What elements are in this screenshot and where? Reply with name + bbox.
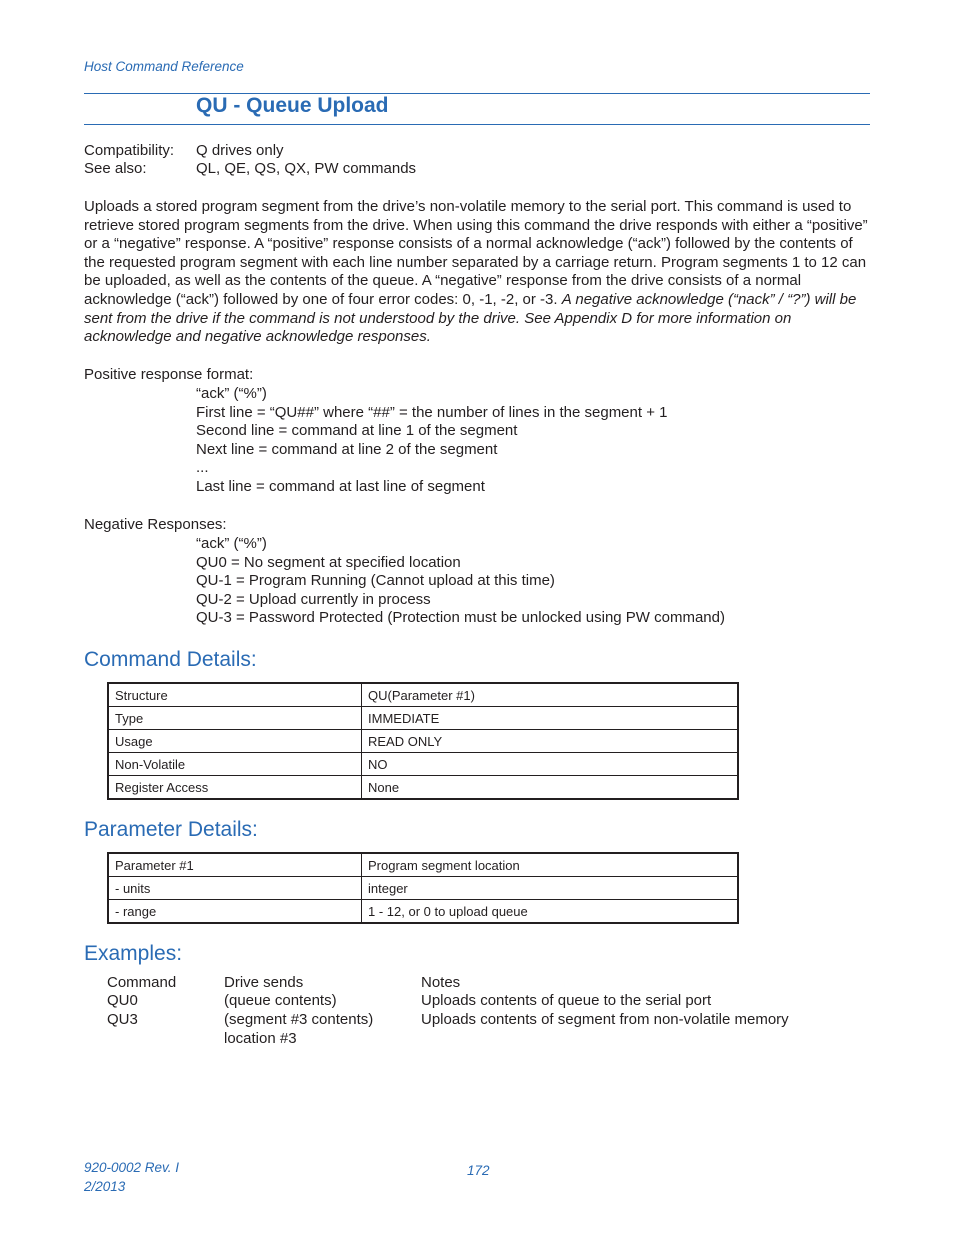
description-paragraph: [84, 198, 874, 347]
table-cell: QU(Parameter #1): [362, 683, 739, 707]
example-command: QU0: [107, 992, 138, 1009]
example-drive-sends: (segment #3 contents): [224, 1011, 374, 1028]
positive-line: ...: [196, 459, 209, 477]
description-italic-text: A negative acknowledge (“nack” / “?”) will be sent from the drive if the command is not understood by the drive. See Appendix D for more information on acknowledge and negative acknowledge responses.: [84, 290, 857, 346]
table-row: [108, 730, 738, 753]
negative-line: QU-1 = Program Running (Cannot upload at this time): [196, 572, 555, 590]
table-cell: - range: [108, 900, 362, 924]
footer-doc-number: 920-0002 Rev. I: [84, 1160, 180, 1175]
examples-header-command: Command: [107, 974, 177, 991]
negative-line: QU0 = No segment at specified location: [196, 553, 461, 571]
compatibility-row: [84, 142, 284, 159]
positive-line: “ack” (“%”): [196, 385, 267, 402]
example-command: QU3: [107, 1011, 138, 1028]
table-cell: - units: [108, 877, 362, 900]
compatibility-label: Compatibility:: [84, 142, 175, 159]
table-cell: integer: [362, 877, 739, 900]
example-drive-sends: (queue contents): [224, 992, 337, 1009]
positive-response-list: [196, 385, 667, 497]
example-drive-sends-continuation: location #3: [224, 1030, 297, 1047]
table-cell: NO: [362, 753, 739, 776]
examples-heading: Examples:: [84, 942, 183, 965]
examples-header-notes: Notes: [421, 974, 461, 991]
table-row: [108, 683, 738, 707]
table-row: [108, 707, 738, 730]
page-title: QU - Queue Upload: [196, 94, 389, 117]
positive-line: Last line = command at last line of segment: [196, 477, 485, 495]
parameter-details-table: [107, 852, 739, 924]
table-row: [108, 877, 738, 900]
table-cell: Type: [108, 707, 362, 730]
table-row: [108, 900, 738, 924]
positive-line: Next line = command at line 2 of the segment: [196, 440, 498, 458]
footer-date: 2/2013: [84, 1179, 126, 1194]
command-details-table: [107, 682, 739, 800]
example-notes: Uploads contents of queue to the serial port: [421, 992, 712, 1009]
compatibility-value: Q drives only: [196, 142, 284, 159]
header-rule-bottom: [84, 124, 870, 125]
example-notes: Uploads contents of segment from non-volatile memory: [421, 1011, 789, 1028]
footer-doc-info: [84, 1158, 179, 1196]
see-also-label: See also:: [84, 160, 147, 177]
table-cell: IMMEDIATE: [362, 707, 739, 730]
table-cell: Parameter #1: [108, 853, 362, 877]
table-cell: READ ONLY: [362, 730, 739, 753]
negative-response-label: Negative Responses:: [84, 516, 227, 533]
table-cell: Program segment location: [362, 853, 739, 877]
see-also-value: QL, QE, QS, QX, PW commands: [196, 160, 417, 177]
negative-line: “ack” (“%”): [196, 535, 267, 552]
command-details-heading: Command Details:: [84, 648, 257, 671]
page-number: 172: [467, 1163, 490, 1178]
table-cell: None: [362, 776, 739, 800]
negative-response-list: [196, 535, 725, 628]
positive-response-label: Positive response format:: [84, 366, 254, 383]
positive-line: Second line = command at line 1 of the segment: [196, 422, 518, 440]
negative-line: QU-3 = Password Protected (Protection must be unlocked using PW command): [196, 609, 725, 627]
table-cell: Usage: [108, 730, 362, 753]
running-head: Host Command Reference: [84, 59, 244, 74]
table-row: [108, 776, 738, 800]
table-cell: Register Access: [108, 776, 362, 800]
table-cell: 1 - 12, or 0 to upload queue: [362, 900, 739, 924]
table-row: [108, 853, 738, 877]
see-also-row: [84, 160, 416, 177]
table-row: [108, 753, 738, 776]
negative-line: QU-2 = Upload currently in process: [196, 590, 431, 608]
table-cell: Non-Volatile: [108, 753, 362, 776]
description-text: Uploads a stored program segment from the drive’s non-volatile memory to the serial port. This command is used to retrieve stored program segments from the drive. When using this command the drive responds with either a “positive” or a “negative” response. A “positive” response consists of a normal acknowledge (“ack”) followed by the contents of the requested program segment with each line number separated by a carriage return. Program segments 1 to 12 can be uploaded, as well as the contents of the queue. A “negative” response from the drive consists of a normal acknowledge (“ack”) followed by one of four error codes: 0, -1, -2, or -3.: [84, 198, 868, 308]
table-cell: Structure: [108, 683, 362, 707]
examples-header-drive-sends: Drive sends: [224, 974, 304, 991]
parameter-details-heading: Parameter Details:: [84, 818, 258, 841]
positive-line: First line = “QU##” where “##” = the number of lines in the segment + 1: [196, 403, 668, 421]
